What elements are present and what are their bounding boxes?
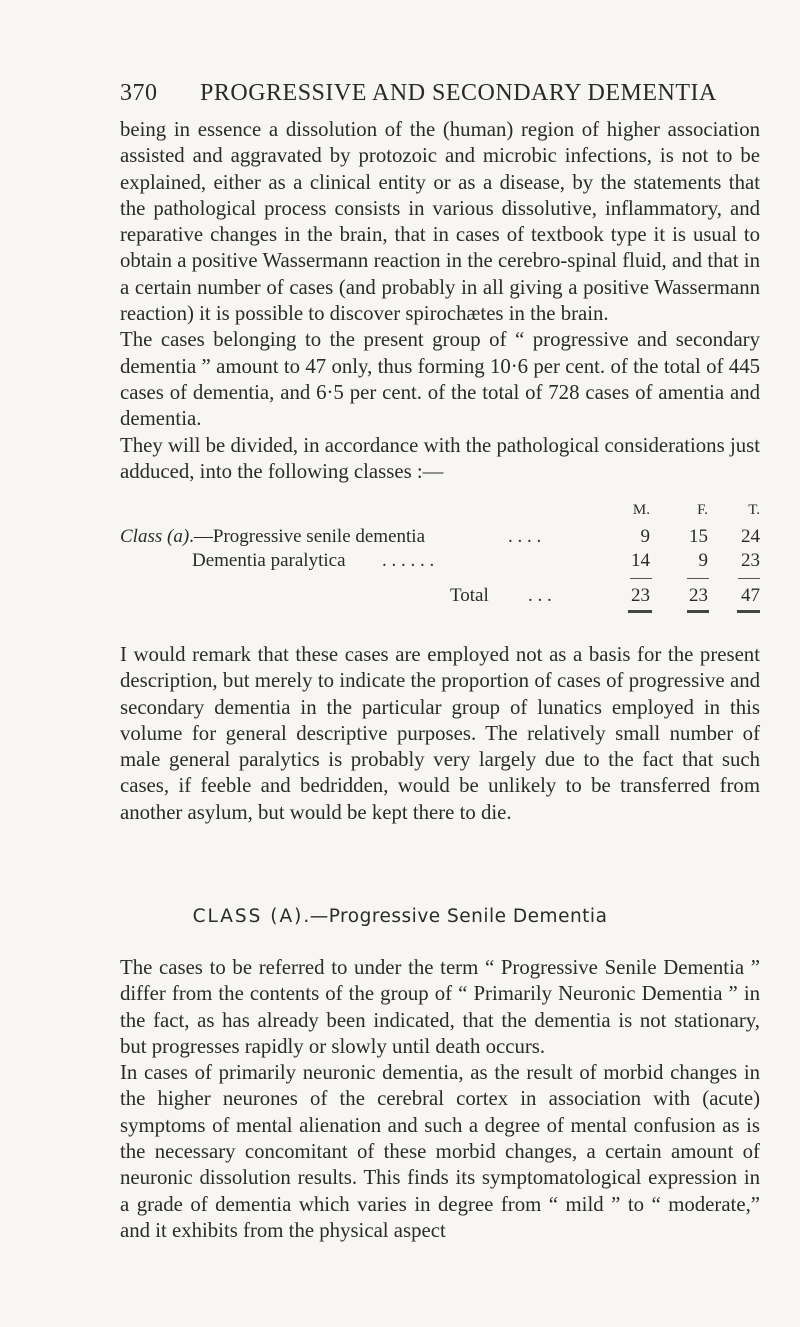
running-header — [120, 80, 760, 110]
col-header-f: F. — [697, 502, 708, 518]
body-text-middle — [120, 642, 760, 826]
paragraph: They will be divided, in accordance with the pathological considerations just adduced, into the following classes :— — [120, 433, 760, 483]
total-m: 23 — [631, 585, 650, 606]
cell-f: 15 — [689, 526, 708, 547]
cell-t: 24 — [741, 526, 760, 547]
leader-dots: . . . . . . — [382, 550, 435, 571]
col-header-m: M. — [632, 502, 650, 518]
total-t: 47 — [741, 585, 760, 606]
section-title: .—Progressive Senile Dementia — [303, 906, 608, 927]
paragraph: The cases belonging to the present group of “ progressive and secondary dementia ” amount to 47 only, thus forming 10·6 per cent. of the total of 445 cases of dementia, and 6·5 per cent. of the total of 728 cases of amentia and dementia. — [120, 328, 760, 431]
cell-m: 9 — [640, 526, 650, 547]
total-rule — [737, 610, 760, 613]
sum-rule — [738, 578, 760, 579]
total-rule — [628, 610, 652, 613]
class-word: Class — [120, 526, 163, 547]
paragraph: I would remark that these cases are employed not as a basis for the present description, but merely to indicate the proportion of cases of progressive and secondary dementia in the particular group of lunatics employed in this volume for general descriptive purposes. The relatively small number of male general paralytics is probably very largely due to the fact that such cases, if feeble and bedridden, would be unlikely to be transferred from another asylum, but would be kept there to die. — [120, 643, 760, 824]
table-row — [120, 550, 760, 574]
row-label: Dementia paralytica — [192, 550, 346, 571]
running-title: PROGRESSIVE AND SECONDARY DEMENTIA — [200, 80, 717, 106]
cell-f: 9 — [698, 550, 708, 571]
total-rule — [687, 610, 709, 613]
class-letter: (a) — [167, 526, 190, 547]
body-text-top — [120, 117, 760, 485]
total-f: 23 — [689, 585, 708, 606]
leader-dots: . . . — [528, 585, 552, 606]
cell-m: 14 — [631, 550, 650, 571]
table-header-row — [120, 502, 760, 526]
row-label-text: .—Progressive senile dementia — [189, 526, 426, 547]
section-heading — [0, 906, 800, 927]
table-total-row — [120, 585, 760, 609]
paragraph: In cases of primarily neuronic dementia, as the result of morbid changes in the higher neurones of the cerebral cortex in association with (acute) symptoms of mental alienation and such a degree of mental confusion as is the necessary concomitant of these morbid changes, a certain amount of neuronic dissolution results. This finds its symptomatological expression in a grade of dementia which varies in degree from “ mild ” to “ moderate,” and it exhibits from the physical aspect — [120, 1061, 760, 1242]
sum-rule — [687, 578, 709, 579]
total-label: Total — [450, 585, 489, 606]
cell-t: 23 — [741, 550, 760, 571]
row-label — [120, 526, 425, 548]
paragraph: The cases to be referred to under the term “ Progressive Senile Dementia ” differ from the contents of the group of “ Primarily Neuronic Dementia ” in the fact, as has already been indicated, that the dementia is not stationary, but progresses rapidly or slowly until death occurs. — [120, 956, 760, 1058]
table-row — [120, 526, 760, 550]
paragraph: being in essence a dissolution of the (human) region of higher association assisted and aggravated by protozoic and microbic infections, is not to be explained, either as a clinical entity or as a disease, by the statements that the pathological process consists in various dissolutive, inflammatory, and reparative changes in the brain, that in cases of textbook type it is usual to obtain a positive Wassermann reaction in the cerebro-spinal fluid, and that in a certain number of cases (and probably in all giving a positive Wassermann reaction) it is possible to discover spirochætes in the brain. — [120, 118, 760, 326]
leader-dots: . . . . — [508, 526, 542, 547]
page-number: 370 — [120, 80, 158, 106]
body-text-bottom — [120, 955, 760, 1244]
col-header-t: T. — [748, 502, 760, 518]
section-class-label: CLASS (A) — [192, 906, 304, 927]
sum-rule — [630, 578, 652, 579]
